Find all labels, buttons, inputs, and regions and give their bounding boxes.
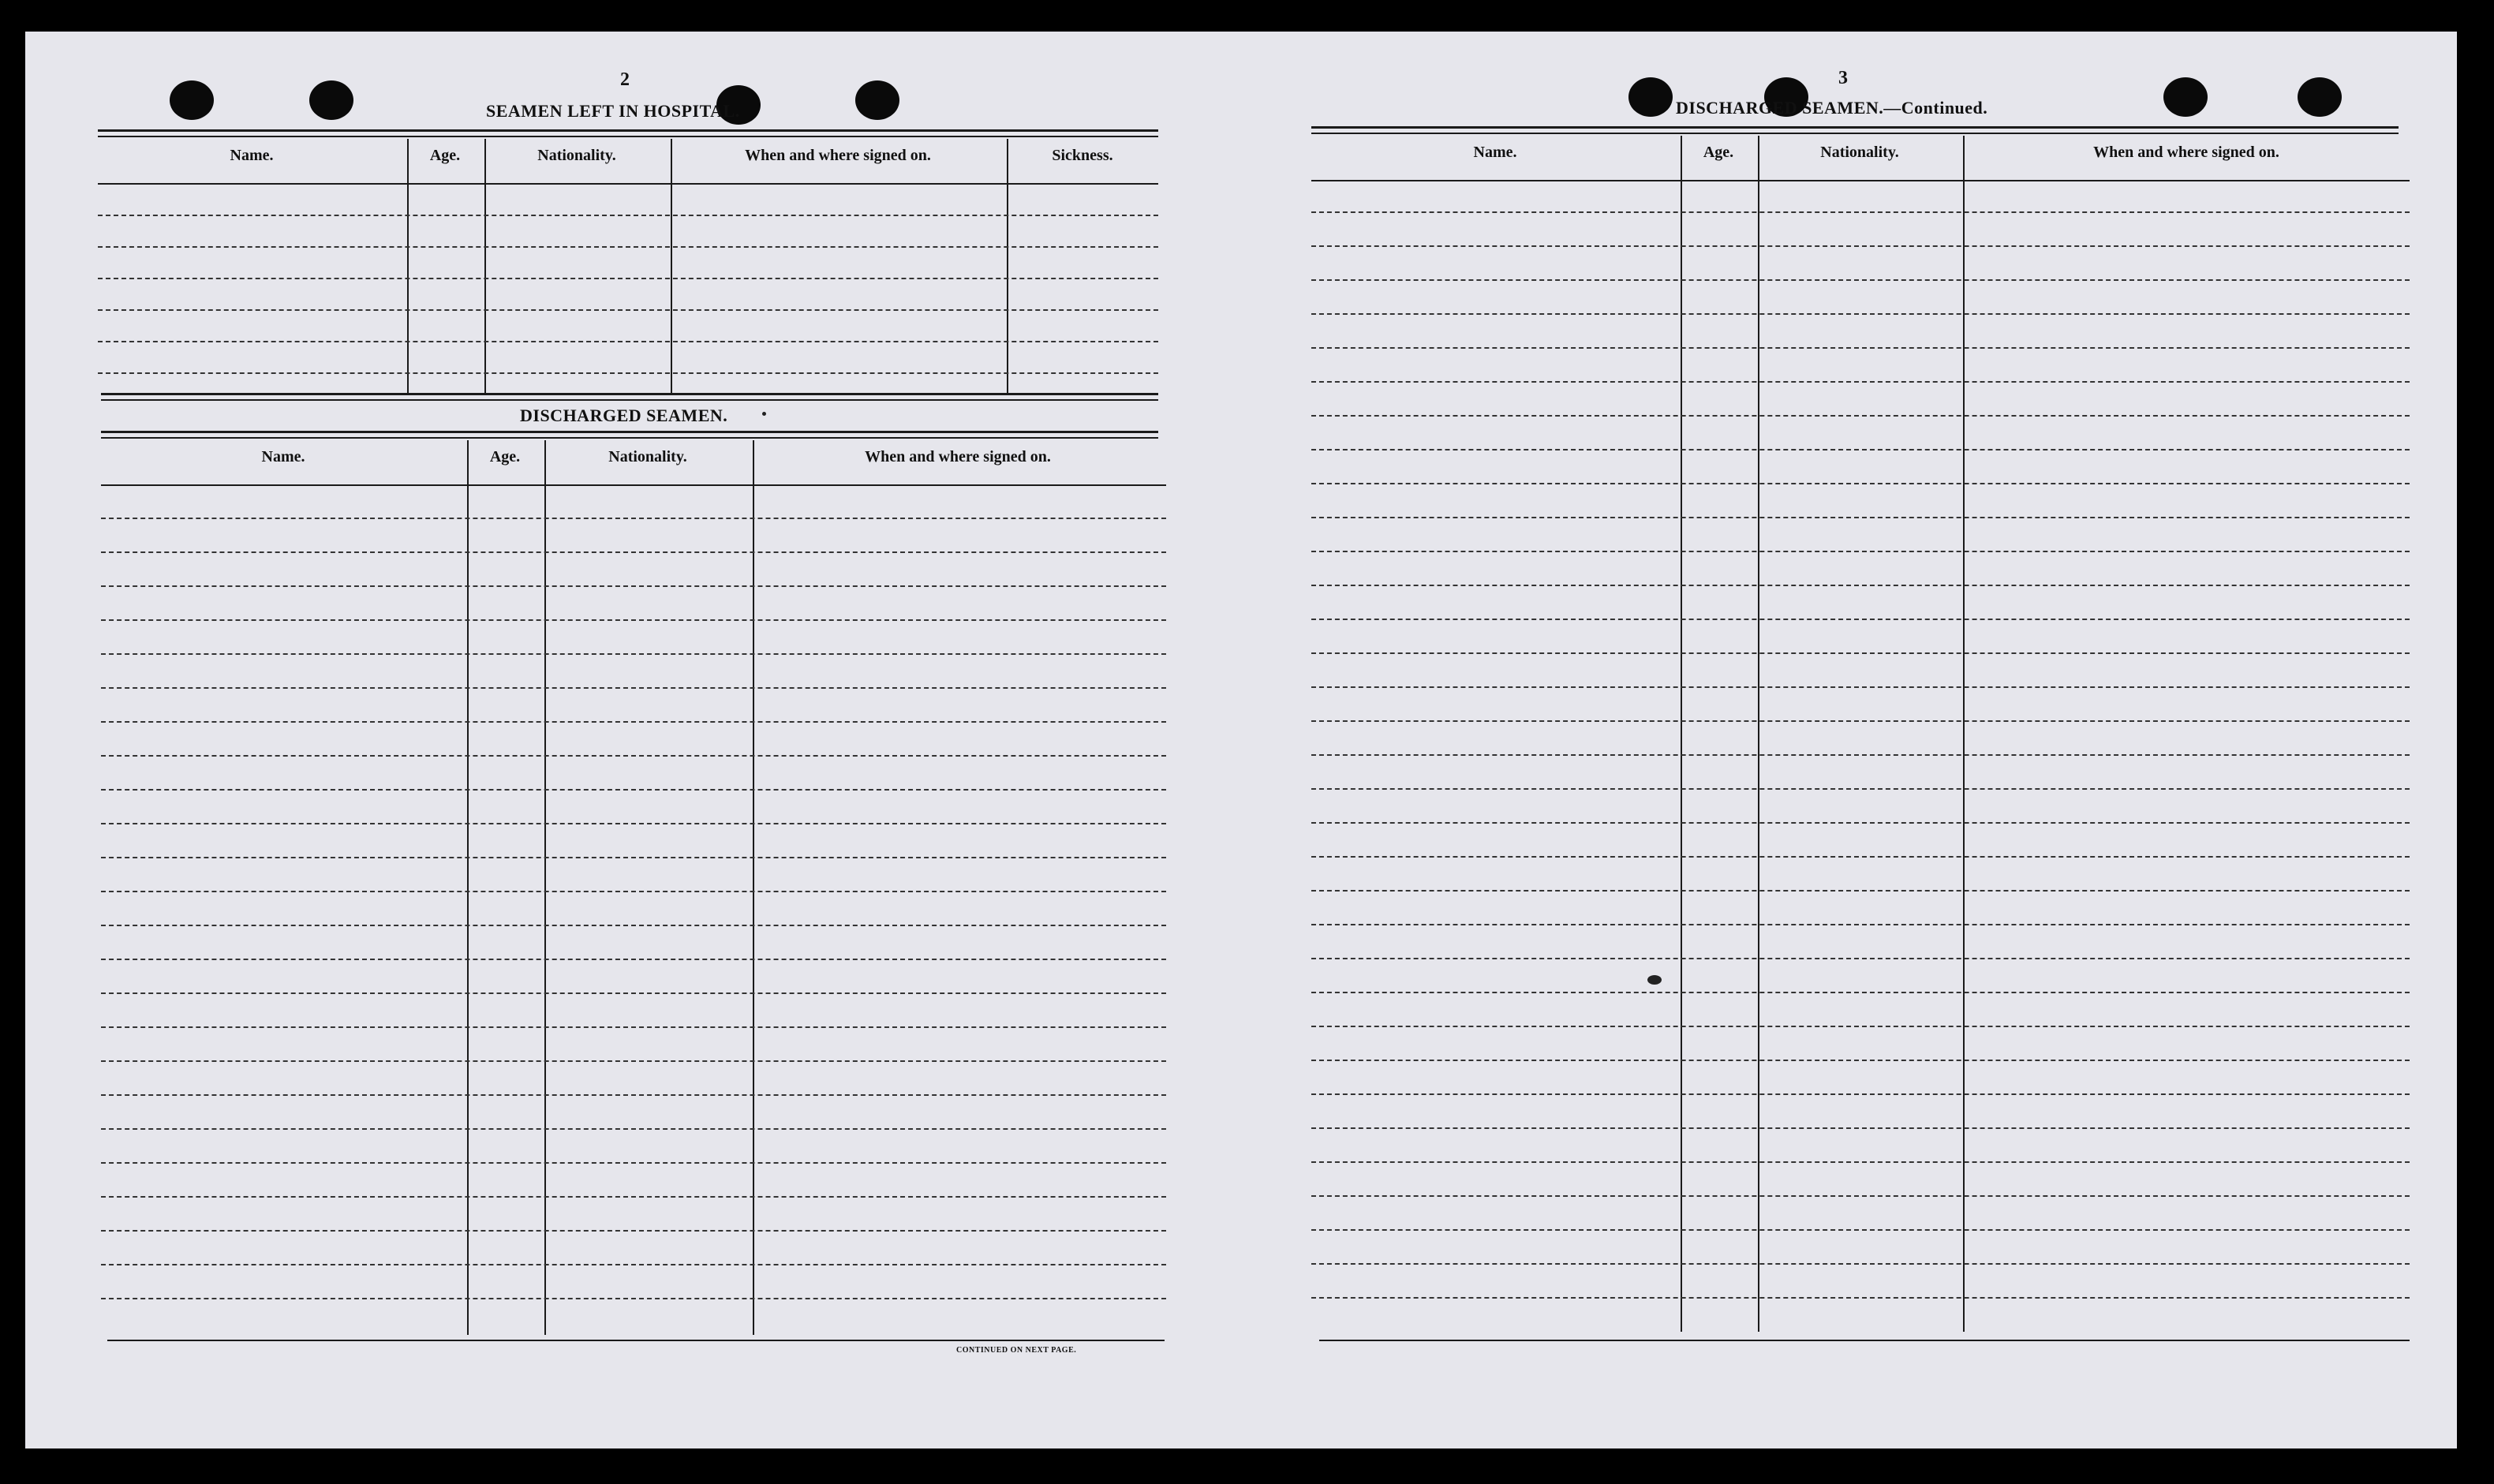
- column-header-age: Age.: [429, 147, 461, 164]
- entry-line: [101, 891, 1166, 892]
- entry-line: [101, 551, 1166, 553]
- column-divider: [467, 440, 469, 1335]
- entry-line: [1311, 1127, 2410, 1129]
- column-header-signed-on: When and where signed on.: [2093, 144, 2279, 161]
- entry-line: [101, 1162, 1166, 1164]
- rule: [101, 431, 1158, 433]
- entry-line: [101, 959, 1166, 960]
- entry-line: [101, 619, 1166, 621]
- rule: [1311, 126, 2399, 129]
- table-header: [101, 440, 1166, 486]
- rule: [101, 393, 1158, 395]
- column-header-signed-on: When and where signed on.: [745, 147, 931, 164]
- column-header-nationality: Nationality.: [1820, 144, 1899, 161]
- entry-line: [1311, 313, 2410, 315]
- column-divider: [1007, 139, 1008, 393]
- entry-line: [101, 925, 1166, 926]
- column-header-nationality: Nationality.: [608, 448, 687, 465]
- hospital-section-heading: SEAMEN LEFT IN HOSPITAL.: [486, 101, 740, 121]
- entry-line: [1311, 245, 2410, 247]
- entry-line: [101, 1264, 1166, 1265]
- entry-line: [1311, 483, 2410, 484]
- column-divider: [1758, 136, 1759, 1332]
- entry-line: [1311, 1060, 2410, 1061]
- entry-line: [1311, 619, 2410, 620]
- discharged-table: [101, 440, 1166, 1335]
- entry-line: [1311, 211, 2410, 213]
- column-divider: [1963, 136, 1965, 1332]
- continued-footer: CONTINUED ON NEXT PAGE.: [956, 1346, 1077, 1355]
- entry-line: [101, 789, 1166, 791]
- register-sheet: [25, 32, 2457, 1448]
- column-header-name: Name.: [1473, 144, 1517, 161]
- hospital-table: [98, 139, 1158, 393]
- column-divider: [407, 139, 409, 393]
- column-header-sickness: Sickness.: [1052, 147, 1113, 164]
- entry-line: [1311, 517, 2410, 518]
- column-divider: [1681, 136, 1682, 1332]
- entry-line: [1311, 381, 2410, 383]
- entry-line: [101, 721, 1166, 723]
- entry-line: [101, 1060, 1166, 1062]
- column-divider: [484, 139, 486, 393]
- entry-line: [1311, 415, 2410, 417]
- rule: [98, 129, 1158, 132]
- punch-hole: [1628, 77, 1673, 117]
- entry-line: [101, 1298, 1166, 1299]
- entry-line: [101, 1128, 1166, 1130]
- entry-line: [1311, 924, 2410, 925]
- entry-line: [1311, 754, 2410, 756]
- entry-line: [1311, 958, 2410, 959]
- entry-line: [1311, 1093, 2410, 1095]
- entry-line: [98, 246, 1158, 248]
- discharged-section-heading: DISCHARGED SEAMEN.: [520, 406, 728, 425]
- entry-line: [98, 372, 1158, 374]
- ink-blot: [1647, 975, 1662, 985]
- entry-line: [1311, 1195, 2410, 1197]
- column-divider: [753, 440, 754, 1335]
- entry-line: [101, 823, 1166, 824]
- entry-line: [1311, 1026, 2410, 1027]
- entry-line: [1311, 992, 2410, 993]
- entry-line: [1311, 347, 2410, 349]
- entry-line: [101, 857, 1166, 858]
- column-header-nationality: Nationality.: [537, 147, 616, 164]
- entry-line: [98, 278, 1158, 279]
- entry-line: [1311, 585, 2410, 586]
- rule: [1319, 1340, 2410, 1341]
- punch-hole: [170, 80, 214, 120]
- entry-line: [1311, 856, 2410, 858]
- entry-line: [1311, 822, 2410, 824]
- punch-hole: [2163, 77, 2208, 117]
- column-header-signed-on: When and where signed on.: [865, 448, 1051, 465]
- column-header-age: Age.: [489, 448, 521, 465]
- rule: [101, 399, 1158, 401]
- punch-hole: [855, 80, 899, 120]
- entry-line: [98, 215, 1158, 216]
- entry-line: [1311, 720, 2410, 722]
- entry-line: [1311, 1297, 2410, 1299]
- entry-line: [1311, 449, 2410, 450]
- entry-line: [1311, 1229, 2410, 1231]
- rule: [107, 1340, 1165, 1341]
- entry-line: [1311, 551, 2410, 552]
- entry-line: [98, 309, 1158, 311]
- entry-line: [1311, 1161, 2410, 1163]
- rule: [98, 136, 1158, 137]
- entry-line: [1311, 686, 2410, 688]
- punch-hole: [2298, 77, 2342, 117]
- entry-line: [101, 518, 1166, 519]
- rule: [1311, 133, 2399, 134]
- punch-hole: [309, 80, 353, 120]
- entry-line: [101, 653, 1166, 655]
- column-header-age: Age.: [1703, 144, 1734, 161]
- table-header: [1311, 136, 2410, 181]
- entry-line: [101, 1026, 1166, 1028]
- entry-line: [1311, 279, 2410, 281]
- discharged-continued-table: [1311, 136, 2410, 1332]
- entry-line: [101, 1230, 1166, 1232]
- entry-line: [101, 992, 1166, 994]
- ink-speck: [762, 412, 766, 416]
- entry-line: [101, 1196, 1166, 1198]
- left-page-number: 2: [620, 69, 630, 90]
- right-page-number: 3: [1838, 68, 1848, 88]
- rule: [101, 437, 1158, 439]
- entry-line: [1311, 788, 2410, 790]
- entry-line: [1311, 890, 2410, 892]
- entry-line: [1311, 1263, 2410, 1265]
- entry-line: [101, 1094, 1166, 1096]
- column-header-name: Name.: [261, 448, 305, 465]
- column-divider: [671, 139, 672, 393]
- entry-line: [101, 755, 1166, 757]
- entry-line: [1311, 652, 2410, 654]
- discharged-continued-heading: DISCHARGED SEAMEN.—Continued.: [1676, 98, 1988, 118]
- entry-line: [101, 687, 1166, 689]
- table-header: [98, 139, 1158, 185]
- column-divider: [544, 440, 546, 1335]
- entry-line: [98, 341, 1158, 342]
- entry-line: [101, 585, 1166, 587]
- column-header-name: Name.: [230, 147, 274, 164]
